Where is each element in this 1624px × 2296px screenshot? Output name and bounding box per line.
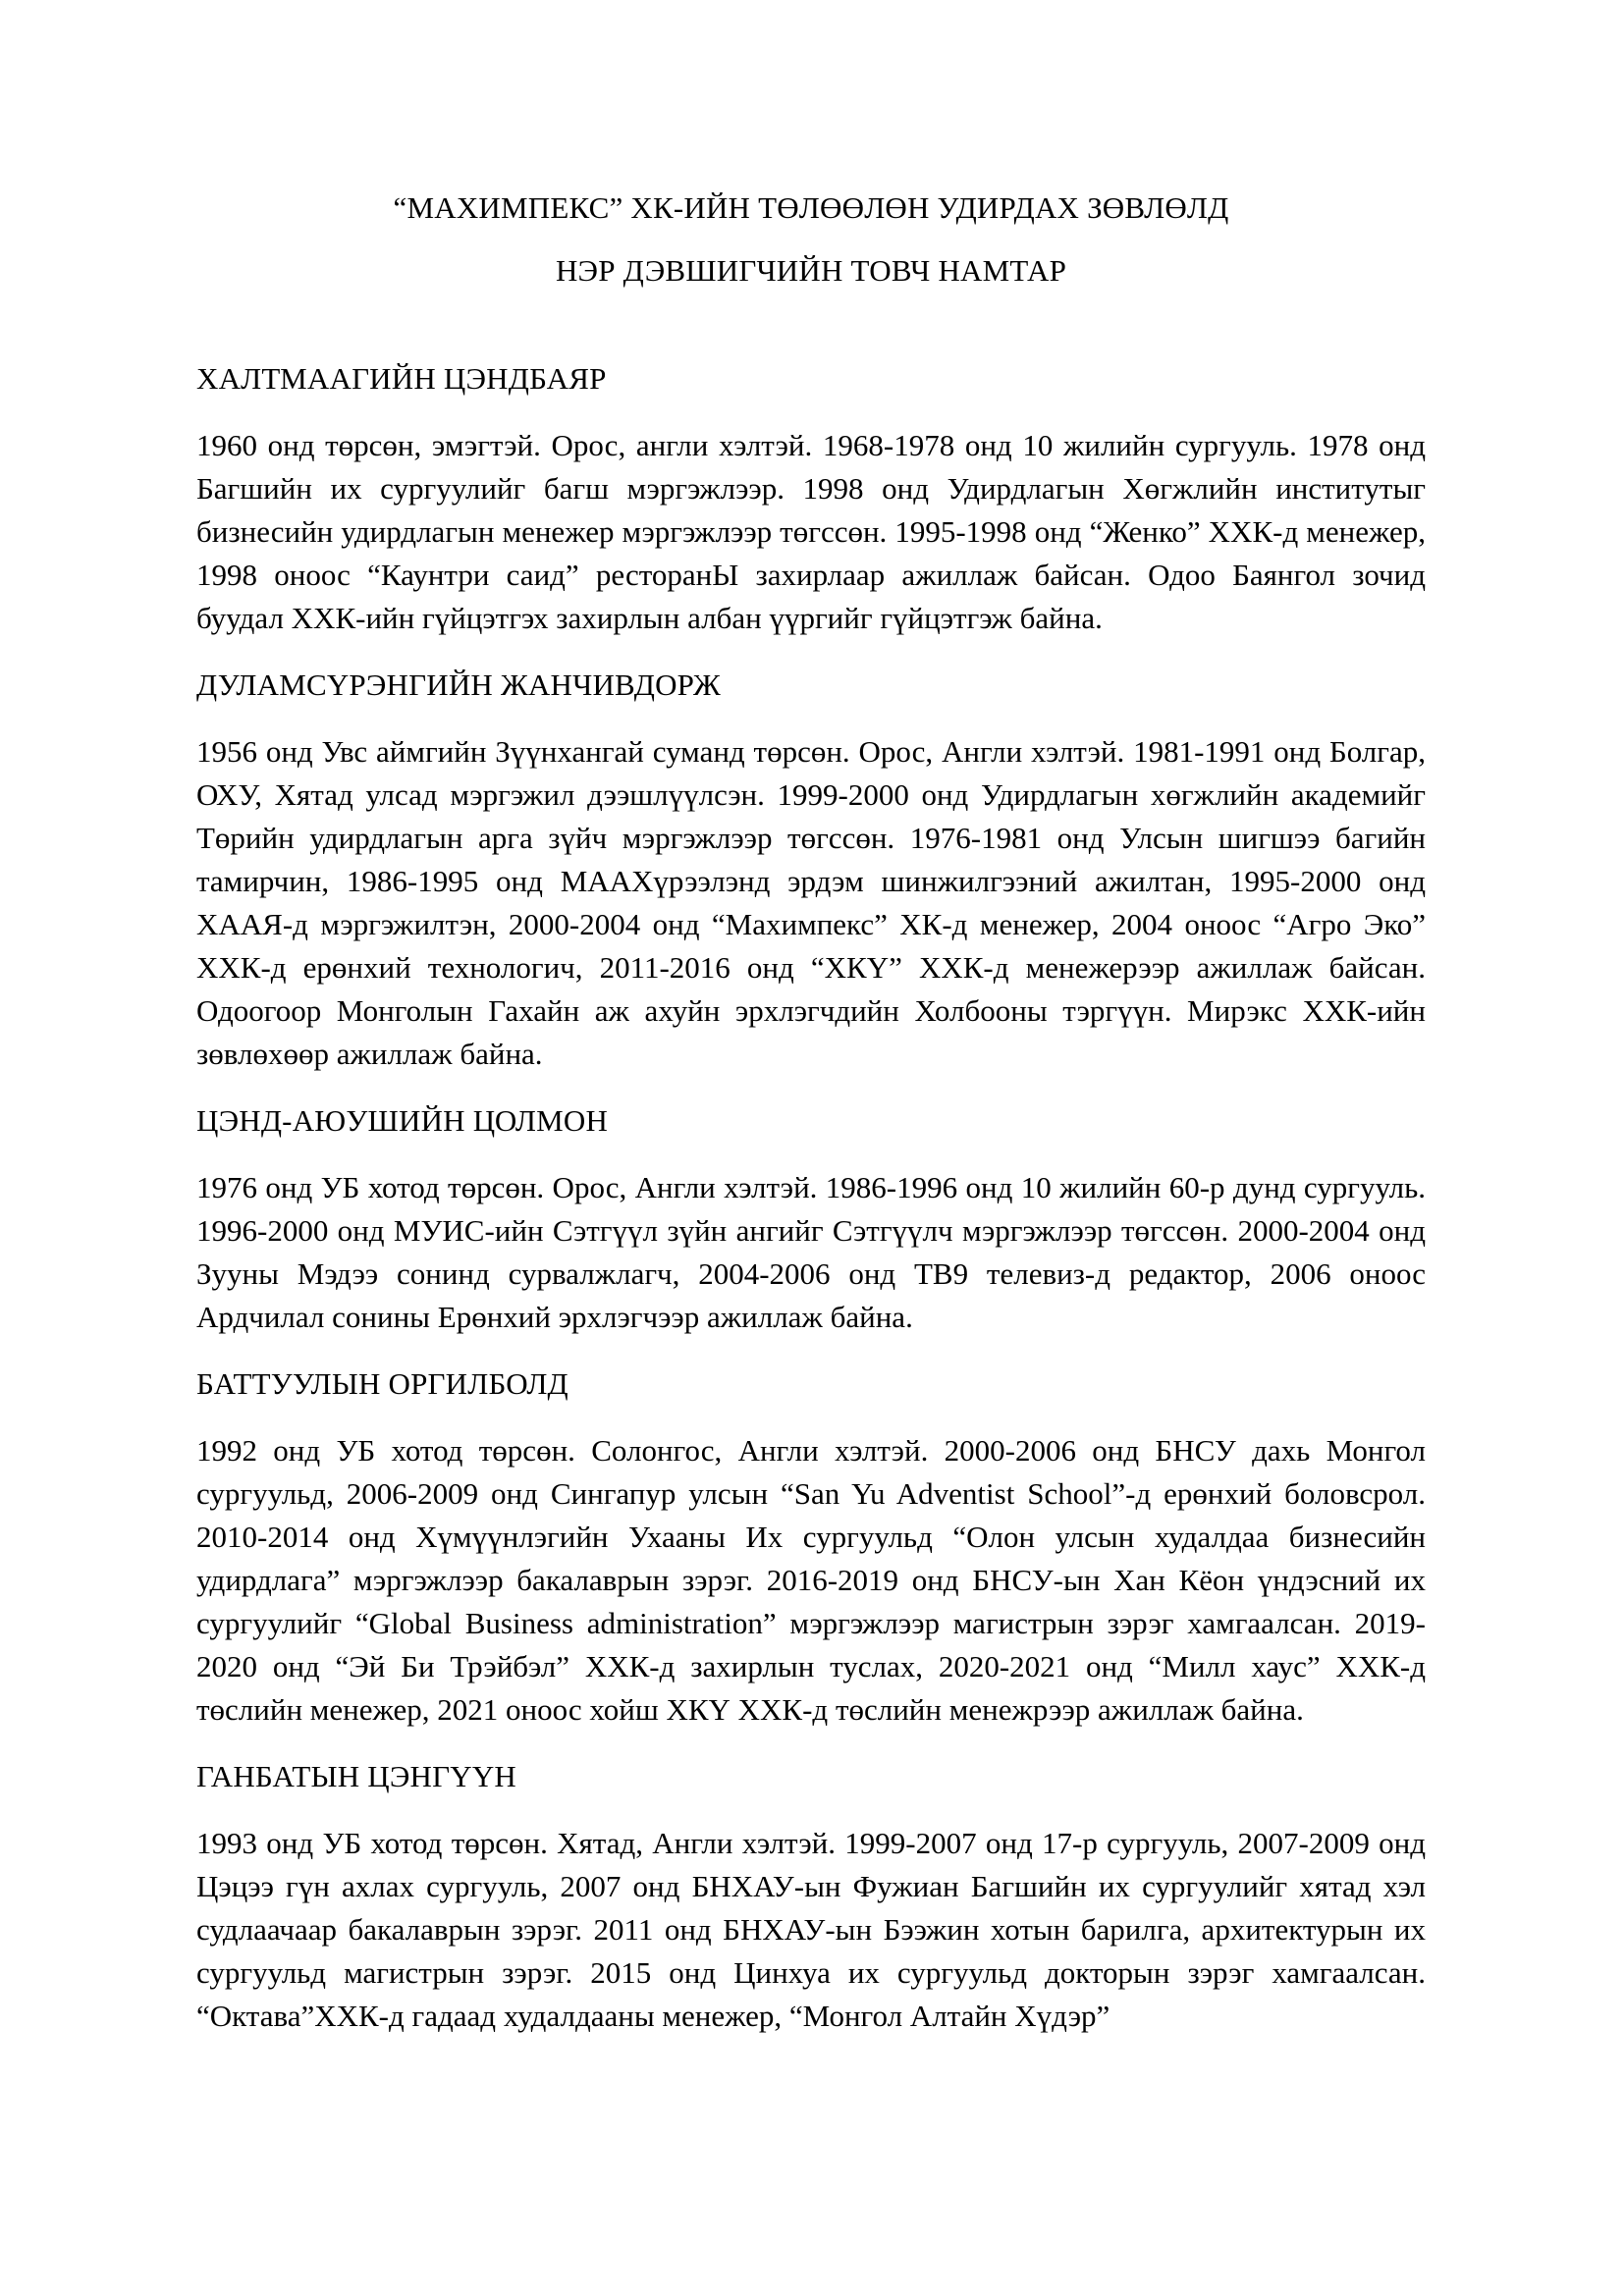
candidate-section <box>196 357 1426 640</box>
candidate-name: ГАНБАТЫН ЦЭНГҮҮН <box>196 1759 517 1793</box>
candidate-section <box>196 664 1426 1076</box>
candidate-bio: 1976 онд УБ хотод төрсөн. Орос, Англи хэлтэй. 1986-1996 онд 10 жилийн 60-р дунд сургууль. 1996-2000 онд МУИС-ийн Сэтгүүл зүйн ангийг Сэтгүүлч мэргэжлээр төгссөн. 2000-2004 онд Зууны Мэдээ сонинд сурвалжлагч, 2004-2006 онд ТВ9 телевиз-д редактор, 2006 оноос Ардчилал сонины Ерөнхий эрхлэгчээр ажиллаж байна. <box>196 1170 1426 1334</box>
candidate-name: БАТТУУЛЫН ОРГИЛБОЛД <box>196 1366 568 1401</box>
candidate-section <box>196 1099 1426 1339</box>
candidate-name: ЦЭНД-АЮУШИЙН ЦОЛМОН <box>196 1103 609 1138</box>
document-title <box>196 187 1426 293</box>
candidate-bio: 1992 онд УБ хотод төрсөн. Солонгос, Англи хэлтэй. 2000-2006 онд БНСУ дахь Монгол сургуульд, 2006-2009 онд Сингапур улсын “San Yu Adventist School”-д ерөнхий боловсрол. 2010-2014 онд Хүмүүнлэгийн Ухааны Их сургуульд “Олон улсын худалдаа бизнесийн удирдлага” мэргэжлээр бакалаврын зэрэг. 2016-2019 онд БНСУ-ын Хан Кёон үндэсний их сургуулийг “Global Business administration” мэргэжлээр магистрын зэрэг хамгаалсан. 2019-2020 онд “Эй Би Трэйбэл” ХХК-д захирлын туслах, 2020-2021 онд “Милл хаус” ХХК-д төслийн менежер, 2021 оноос хойш ХКҮ ХХК-д төслийн менежрээр ажиллаж байна. <box>196 1433 1426 1727</box>
title-line-2: НЭР ДЭВШИГЧИЙН ТОВЧ НАМТАР <box>555 253 1067 288</box>
candidate-section <box>196 1362 1426 1732</box>
candidate-name: ДУЛАМСҮРЭНГИЙН ЖАНЧИВДОРЖ <box>196 667 721 702</box>
candidate-bio: 1956 онд Увс аймгийн Зүүнхангай суманд төрсөн. Орос, Англи хэлтэй. 1981-1991 онд Болгар, ОХУ, Хятад улсад мэргэжил дээшлүүлсэн. 1999-2000 онд Удирдлагын хөгжлийн академийг Төрийн удирдлагын арга зүйч мэргэжлээр төгссөн. 1976-1981 онд Улсын шигшээ багийн тамирчин, 1986-1995 онд МААХүрээлэнд эрдэм шинжилгээний ажилтан, 1995-2000 онд ХААЯ-д мэргэжилтэн, 2000-2004 онд “Махимпекс” ХК-д менежер, 2004 оноос “Агро Эко” ХХК-д ерөнхий технологич, 2011-2016 онд “ХКҮ” ХХК-д менежерээр ажиллаж байсан. Одоогоор Монголын Гахайн аж ахуйн эрхлэгчдийн Холбооны тэргүүн. Мирэкс ХХК-ийн зөвлөхөөр ажиллаж байна. <box>196 734 1426 1071</box>
candidate-name: ХАЛТМААГИЙН ЦЭНДБАЯР <box>196 361 607 396</box>
title-line-1: “МАХИМПЕКС” ХК-ИЙН ТӨЛӨӨЛӨН УДИРДАХ ЗӨВЛӨЛД <box>393 190 1229 225</box>
candidate-bio: 1960 онд төрсөн, эмэгтэй. Орос, англи хэлтэй. 1968-1978 онд 10 жилийн сургууль. 1978 онд Багшийн их сургуулийг багш мэргэжлээр. 1998 онд Удирдлагын Хөгжлийн институтыг бизнесийн удирдлагын менежер мэргэжлээр төгссөн. 1995-1998 онд “Женко” ХХК-д менежер, 1998 оноос “Каунтри саид” ресторанЫ захирлаар ажиллаж байсан. Одоо Баянгол зочид буудал ХХК-ийн гүйцэтгэх захирлын албан үүргийг гүйцэтгэж байна. <box>196 428 1426 635</box>
candidate-section <box>196 1755 1426 2038</box>
candidate-bio: 1993 онд УБ хотод төрсөн. Хятад, Англи хэлтэй. 1999-2007 онд 17-р сургууль, 2007-2009 онд Цэцээ гүн ахлах сургууль, 2007 онд БНХАУ-ын Фужиан Багшийн их сургуулийг хятад хэл судлаачаар бакалаврын зэрэг. 2011 онд БНХАУ-ын Бээжин хотын барилга, архитектурын их сургуульд магистрын зэрэг. 2015 онд Цинхуа их сургуульд докторын зэрэг хамгаалсан. “Октава”ХХК-д гадаад худалдааны менежер, “Монгол Алтайн Хүдэр” <box>196 1826 1426 2033</box>
document-page <box>196 187 1426 2061</box>
